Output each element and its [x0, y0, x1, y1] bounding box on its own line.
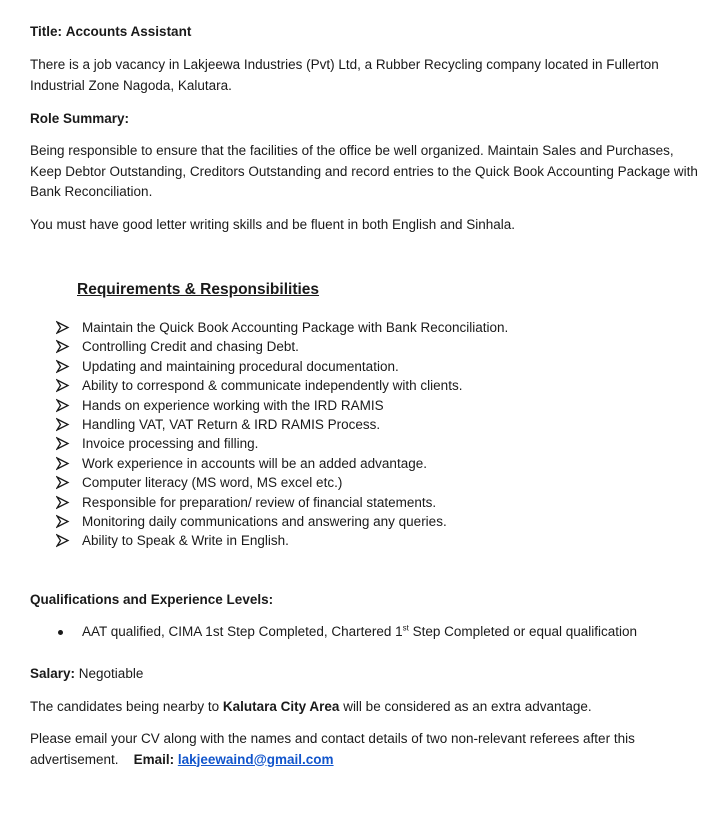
role-summary-heading: Role Summary: — [30, 111, 130, 126]
arrow-bullet-icon — [56, 337, 70, 356]
requirement-item — [56, 415, 508, 434]
requirement-item — [56, 454, 508, 473]
requirement-text: Ability to Speak & Write in English. — [82, 533, 289, 549]
requirement-text: Work experience in accounts will be an added advantage. — [82, 455, 427, 471]
bullet-dot-icon — [58, 630, 63, 635]
requirement-text: Handling VAT, VAT Return & IRD RAMIS Process. — [82, 416, 381, 432]
requirement-item — [56, 493, 508, 512]
arrow-bullet-icon — [56, 396, 70, 415]
arrow-bullet-icon — [56, 318, 70, 337]
salary-line — [30, 664, 143, 684]
arrow-bullet-icon — [56, 434, 70, 453]
salary-label: Salary: — [30, 666, 76, 681]
requirement-text: Updating and maintaining procedural documentation. — [82, 358, 399, 374]
requirement-item — [56, 434, 508, 453]
job-title-line — [30, 22, 191, 42]
requirement-item — [56, 396, 508, 415]
requirement-text: Maintain the Quick Book Accounting Package with Bank Reconciliation. — [82, 320, 509, 335]
requirement-text: Responsible for preparation/ review of financial statements. — [82, 494, 437, 510]
requirement-text: Computer literacy (MS word, MS excel etc.) — [82, 475, 343, 491]
qualifications-heading: Qualifications and Experience Levels: — [30, 592, 274, 607]
role-summary-paragraph: Being responsible to ensure that the facilities of the office be well organized. Maintain Sales and Purchases, Keep Debtor Outstanding, Creditors Outstanding and record entries to the Quick Book Accounting Package with Bank Reconciliation. — [30, 143, 698, 199]
arrow-bullet-icon — [56, 473, 70, 492]
email-link[interactable]: lakjeewaind@gmail.com — [177, 751, 334, 767]
title-value: Accounts Assistant — [65, 24, 192, 39]
arrow-bullet-icon — [56, 357, 70, 376]
qualifications-list — [56, 622, 637, 642]
language-requirement: You must have good letter writing skills and be fluent in both English and Sinhala. — [30, 217, 516, 232]
requirement-item — [56, 337, 508, 356]
requirement-item — [56, 531, 508, 550]
nearby-advantage-line: The candidates being nearby to Kalutara City Area will be considered as an extra advantage. — [30, 699, 592, 714]
intro-paragraph: There is a job vacancy in Lakjeewa Industries (Pvt) Ltd, a Rubber Recycling company located in Fullerton Industrial Zone Nagoda, Kalutara. — [30, 57, 659, 93]
requirement-item — [56, 376, 508, 395]
arrow-bullet-icon — [56, 512, 70, 531]
requirement-item — [56, 357, 508, 376]
qualification-item: AAT qualified, CIMA 1st Step Completed, Chartered 1st Step Completed or equal qualification — [56, 622, 637, 642]
salary-value: Negotiable — [75, 666, 144, 681]
arrow-bullet-icon — [56, 531, 70, 550]
title-label: Title: — [30, 24, 63, 39]
requirements-heading: Requirements & Responsibilities — [77, 281, 320, 298]
arrow-bullet-icon — [56, 415, 70, 434]
requirement-item — [56, 512, 508, 531]
arrow-bullet-icon — [56, 454, 70, 473]
requirements-list — [56, 318, 508, 551]
requirement-text: Monitoring daily communications and answering any queries. — [82, 513, 447, 529]
email-label: Email: — [133, 751, 175, 767]
requirement-item — [56, 318, 508, 337]
requirement-text: Invoice processing and filling. — [82, 436, 259, 452]
application-instructions: Please email your CV along with the names and contact details of two non-relevant referees after this advertisement. Email: lakjeewaind@gmail.com — [30, 731, 635, 767]
requirement-text: Hands on experience working with the IRD RAMIS — [82, 397, 384, 413]
arrow-bullet-icon — [56, 493, 70, 512]
requirement-text: Controlling Credit and chasing Debt. — [82, 339, 299, 355]
requirement-text: Ability to correspond & communicate independently with clients. — [82, 378, 463, 394]
requirement-item — [56, 473, 508, 492]
arrow-bullet-icon — [56, 376, 70, 395]
